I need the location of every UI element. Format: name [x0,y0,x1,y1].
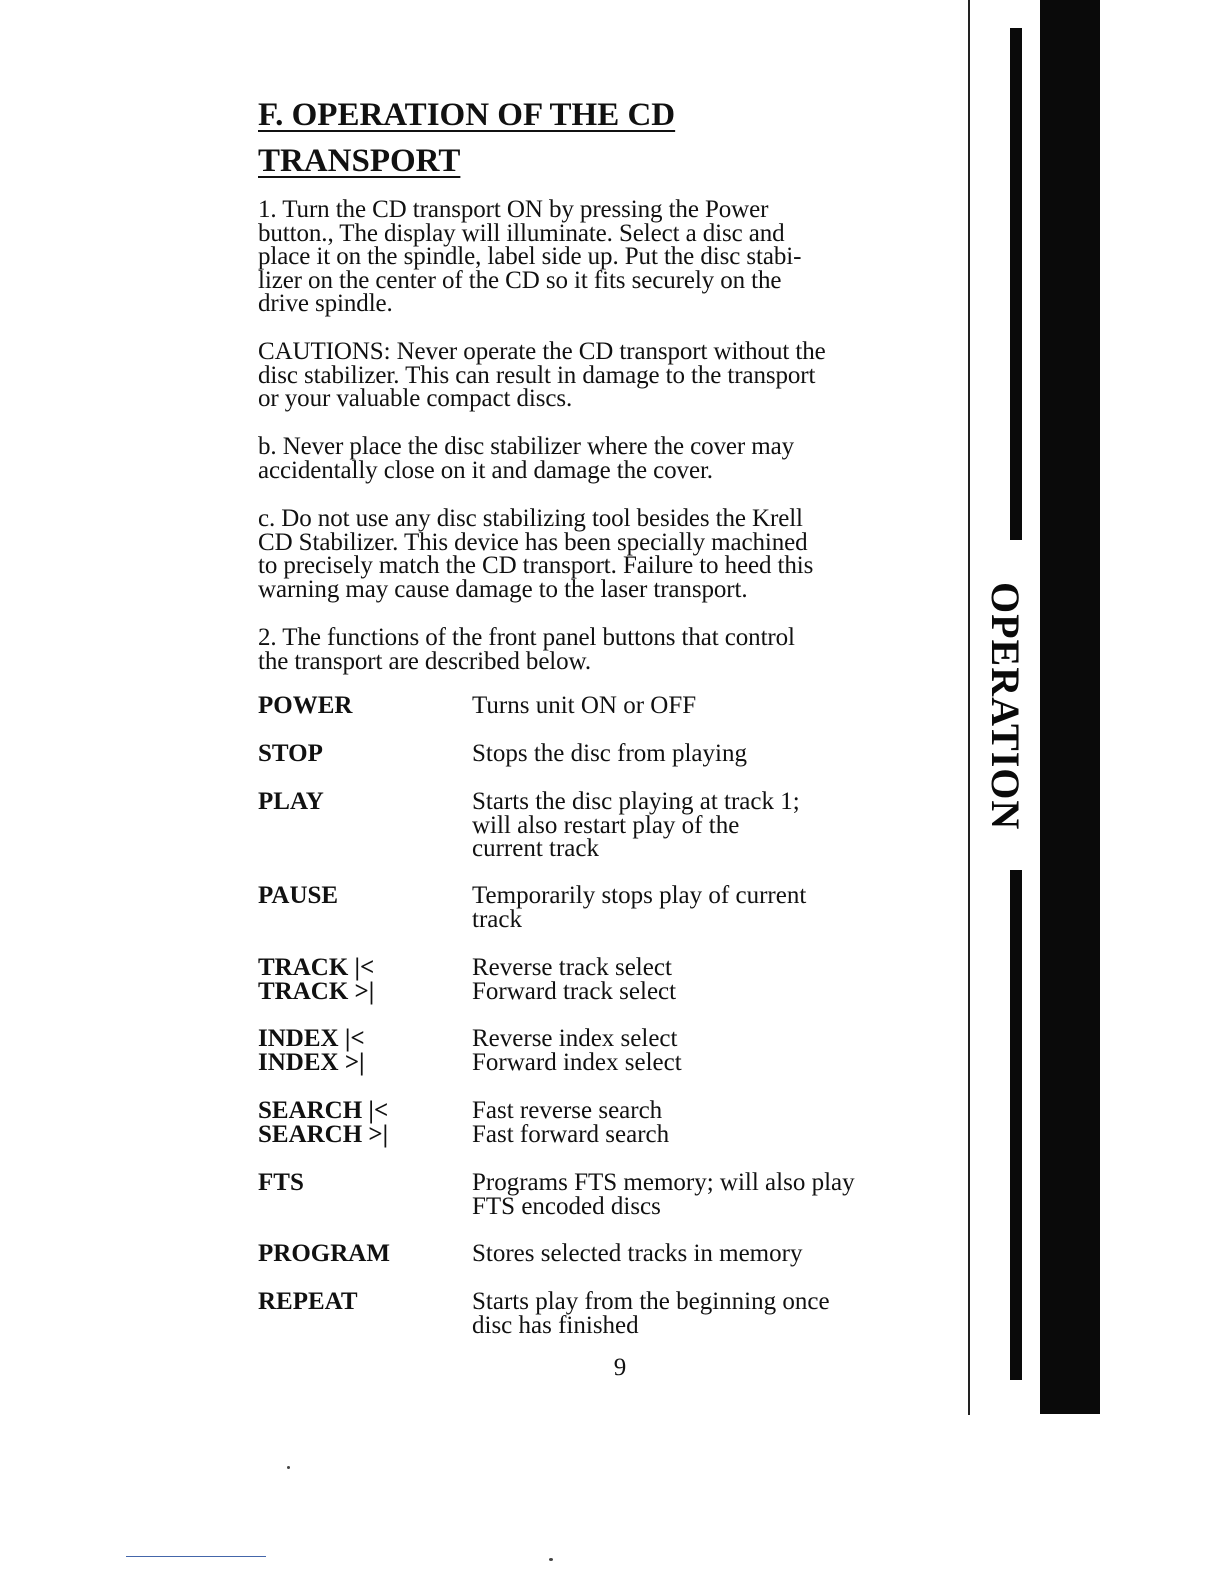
button-name-text: TRACK |< [258,954,375,981]
button-description-text: Fast reverse search [472,1097,663,1124]
button-description [472,956,676,1003]
paragraph-cautions [258,340,908,411]
button-name [258,1099,388,1146]
text-line: 1. Turn the CD transport ON by pressing the Power [258,196,769,223]
button-name-text: INDEX |< [258,1025,365,1052]
button-name [258,956,374,1003]
button-description-text: Stores selected tracks in memory [472,1240,803,1267]
paragraph-caution-b [258,435,908,482]
button-name-text: SEARCH >| [258,1120,389,1148]
button-name-text: PLAY [258,788,324,815]
footer-rule [126,1556,266,1557]
button-name-text: INDEX >| [258,1048,365,1076]
paragraph-step-1 [258,198,908,316]
section-tab-label: OPERATION [983,581,1028,831]
button-name [258,1290,358,1314]
button-description-text: Reverse index select [472,1025,678,1052]
button-description-text: Stops the disc from playing [472,740,747,767]
text-line: place it on the spindle, label side up. Put the disc stabi- [258,243,802,270]
button-description-text: Forward index select [472,1048,682,1076]
button-description [472,884,806,931]
paragraph-step-2 [258,626,908,673]
button-description-text: FTS encoded discs [472,1192,661,1220]
text-line: 2. The functions of the front panel buttons that control [258,624,795,651]
text-line: c. Do not use any disc stabilizing tool besides the Krell [258,505,803,532]
button-description [472,1171,855,1218]
button-description [472,742,747,766]
button-name-text: PAUSE [258,882,339,909]
button-name-text: TRACK >| [258,977,375,1005]
text-line: disc stabilizer. This can result in damage to the transport [258,361,816,389]
button-name-text: STOP [258,740,323,767]
button-name-text: PROGRAM [258,1240,390,1267]
button-name-text: POWER [258,692,353,719]
button-description-text: Fast forward search [472,1120,670,1148]
button-description-text: Turns unit ON or OFF [472,692,697,719]
button-name [258,1242,390,1266]
button-name [258,742,323,766]
side-marker-bar-top [1010,28,1022,540]
text-line: CAUTIONS: Never operate the CD transport without the [258,338,826,365]
scan-speck [549,1558,553,1561]
button-name [258,694,352,718]
section-heading [258,92,778,184]
page-number: 9 [613,1354,627,1381]
button-description-text: disc has finished [472,1311,639,1339]
button-name [258,790,324,814]
button-description-text: Forward track select [472,977,677,1005]
button-description [472,1099,669,1146]
button-description-text: Programs FTS memory; will also play [472,1169,855,1196]
button-description [472,694,696,718]
side-marker-bar-bottom [1010,870,1022,1380]
button-name [258,1027,365,1074]
text-line: drive spindle. [258,290,393,317]
side-divider-line [968,0,970,1415]
text-line: the transport are described below. [258,647,592,675]
button-description [472,790,800,861]
button-name [258,884,338,908]
button-name-text: SEARCH |< [258,1097,389,1124]
button-description [472,1027,682,1074]
paragraph-caution-c [258,507,908,601]
button-name-text: REPEAT [258,1288,358,1315]
text-line: to precisely match the CD transport. Failure to heed this [258,552,814,579]
button-description-text: Starts play from the beginning once [472,1288,830,1315]
text-line: button., The display will illuminate. Select a disc and [258,219,785,247]
text-line: CD Stabilizer. This device has been specially machined [258,528,808,556]
button-description-text: Reverse track select [472,954,672,981]
text-line: b. Never place the disc stabilizer where the cover may [258,433,795,460]
text-line: lizer on the center of the CD so it fits securely on the [258,266,782,294]
scan-speck [287,1466,290,1469]
text-line: accidentally close on it and damage the cover. [258,456,713,484]
button-description-text: current track [472,835,600,862]
button-name-text: FTS [258,1169,304,1196]
button-description-text: Temporarily stops play of current [472,882,807,909]
button-description [472,1290,830,1337]
section-heading-line-2: TRANSPORT [258,143,461,179]
text-line: warning may cause damage to the laser transport. [258,575,748,603]
button-description [472,1242,802,1266]
section-edge-tab [1040,0,1100,1414]
button-description-text: track [472,905,522,933]
text-line: or your valuable compact discs. [258,385,573,412]
button-name [258,1171,304,1195]
button-description-text: will also restart play of the [472,811,740,839]
section-heading-line-1: F. OPERATION OF THE CD [258,97,676,133]
button-description-text: Starts the disc playing at track 1; [472,788,800,815]
